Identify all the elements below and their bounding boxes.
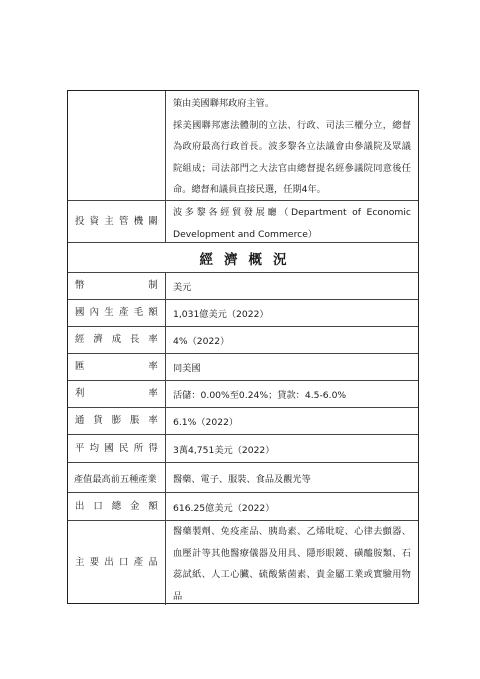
table-row bbox=[68, 327, 418, 354]
interest-rate-value: 活儲：0.00%至0.24%；貸款：4.5-6.0% bbox=[173, 390, 347, 401]
investment-authority-label: 投資主管機關 bbox=[75, 215, 158, 227]
gdp-value: 1,031億美元（2022） bbox=[173, 309, 269, 320]
table-row bbox=[68, 521, 418, 605]
gdp-label: 國內生產毛額 bbox=[75, 307, 158, 319]
government-line: 策由美國聯邦政府主管。 bbox=[173, 98, 275, 109]
income-value: 3萬4,751美元（2022） bbox=[173, 444, 275, 456]
top-industries-label: 產值最高前五種產業 bbox=[74, 473, 157, 485]
currency-value: 美元 bbox=[173, 282, 192, 293]
table-row bbox=[68, 300, 418, 327]
growth-rate-label: 經濟成長率 bbox=[75, 334, 158, 346]
export-total-value: 616.25億美元（2022） bbox=[173, 502, 275, 514]
export-total-label: 出口總金額 bbox=[75, 500, 158, 512]
table-row bbox=[68, 273, 418, 300]
top-industries-value: 醫藥、電子、服裝、食品及觀光等 bbox=[173, 473, 311, 485]
economy-section-title: 經濟概況 bbox=[199, 251, 298, 268]
government-label-cell bbox=[68, 91, 166, 200]
country-profile-table bbox=[67, 90, 419, 604]
exchange-rate-label: 匯率 bbox=[75, 361, 158, 373]
main-exports-value: 醫藥製劑、免疫產品、胰島素、乙烯吡啶、心律去顫器、血壓計等其他醫療儀器及用具、隱形眼鏡、磺醯胺類、石蕊試紙、人工心臟、硫酸紫菌素、貴金屬工業或實驗用物品 bbox=[173, 526, 411, 602]
investment-authority-value: 波多黎各經貿發展廳（Department of Economic Development and Commerce） bbox=[173, 207, 411, 240]
government-row bbox=[68, 91, 418, 201]
government-value bbox=[166, 91, 418, 200]
main-exports-label: 主要出口產品 bbox=[75, 557, 158, 569]
table-row bbox=[68, 408, 418, 435]
currency-label: 幣制 bbox=[75, 280, 158, 292]
inflation-value: 6.1%（2022） bbox=[173, 417, 239, 428]
interest-rate-label: 利率 bbox=[75, 388, 158, 400]
table-row bbox=[68, 463, 418, 493]
table-row bbox=[68, 435, 418, 463]
economy-section-row bbox=[68, 243, 418, 273]
table-row bbox=[68, 381, 418, 408]
table-row bbox=[68, 354, 418, 381]
growth-rate-value: 4%（2022） bbox=[173, 336, 230, 347]
exchange-rate-value: 同美國 bbox=[173, 363, 201, 374]
investment-authority-row bbox=[68, 201, 418, 243]
inflation-label: 通貨膨脹率 bbox=[75, 415, 158, 427]
table-row bbox=[68, 493, 418, 521]
income-label: 平均國民所得 bbox=[75, 442, 158, 454]
government-description: 採美國聯邦憲法體制的立法、行政、司法三權分立，總督為政府最高行政首長。波多黎各立法議會由參議院及眾議院組成；司法部門之大法官由總督提名經參議院同意後任命。總督和議員直接民選，任期4年。 bbox=[173, 119, 411, 195]
